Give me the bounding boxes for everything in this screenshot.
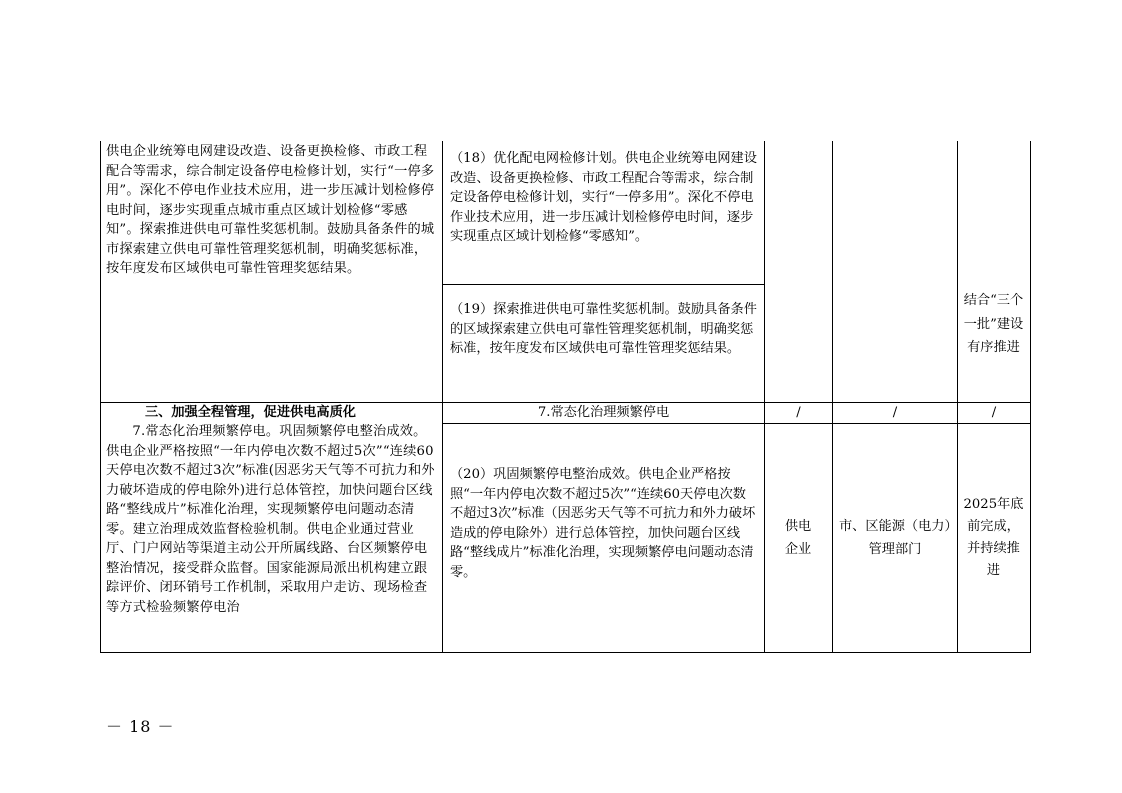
- responsible-unit-text: 供电企业: [784, 519, 812, 557]
- slash-col5: /: [991, 405, 997, 420]
- supervising-dept: [836, 424, 954, 652]
- deadline-bottom-text: 2025年底前完成，并持续推进: [963, 497, 1024, 578]
- slash-col3: /: [796, 405, 801, 420]
- table-divider-col4: [957, 141, 958, 653]
- left-text-top: 供电企业统筹电网建设改造、设备更换检修、市政工程配合等需求，综合制定设备停电检修计划，实行“一停多用”。深化不停电作业技术应用，进一步压减计划检修停电时间，逐步实现重点城市重点区域计划检修“零感知”。探索推进供电可靠性奖惩机制。鼓励具备条件的城市探索建立供电可靠性管理奖惩机制，明确奖惩标准，按年度发布区域供电可靠性管理奖惩结果。: [106, 144, 435, 276]
- table-border-right: [1030, 141, 1031, 653]
- deadline-bottom: [963, 424, 1024, 652]
- task7-title: 7.常态化治理频繁停电: [537, 405, 670, 420]
- deadline-top: 结合“三个一批”建设有序推进: [963, 293, 1024, 355]
- page-number: － 18 －: [106, 717, 175, 736]
- supervising-dept-text: 市、区能源（电力）管理部门: [838, 519, 952, 557]
- table-border-left: [100, 141, 101, 653]
- table-divider-col3: [832, 141, 833, 653]
- responsible-unit: [780, 424, 816, 652]
- section3-heading: 三、加强全程管理，促进供电高质化: [145, 405, 356, 420]
- item-20: （20）巩固频繁停电整治成效。供电企业严格按照“一年内停电次数不超过5次”“连续60天停电次数不超过3次”标准（因恶劣天气等不可抗力和外力破坏造成的停电除外）进行总体管控，加快问题台区线路“整线成片”标准化治理，实现频繁停电问题动态清零。: [450, 467, 756, 580]
- table-divider-col1: [442, 141, 443, 653]
- table-divider-col2: [764, 141, 765, 653]
- slash-col4: /: [892, 405, 898, 420]
- left-text-bottom: 7.常态化治理频繁停电。巩固频繁停电整治成效。供电企业严格按照“一年内停电次数不超过5次”“连续60天停电次数不超过3次”标准(因恶劣天气等不可抗力和外力破坏造成的停电除外)进行总体管控，加快问题台区线路“整线成片”标准化治理，实现频繁停电问题动态清零。建立治理成效监督检验机制。供电企业通过营业厅、门户网站等渠道主动公开所属线路、台区频繁停电整治情况，接受群众监督。国家能源局派出机构建立跟踪评价、闭环销号工作机制，采取用户走访、现场检查等方式检验频繁停电治: [106, 424, 435, 615]
- row-divider-18-19: [442, 284, 764, 285]
- item-19: （19）探索推进供电可靠性奖惩机制。鼓励具备条件的区域探索建立供电可靠性管理奖惩机制，明确奖惩标准，按年度发布区域供电可靠性管理奖惩结果。: [450, 302, 757, 356]
- item-18: （18）优化配电网检修计划。供电企业统筹电网建设改造、设备更换检修、市政工程配合等需求，综合制定设备停电检修计划，实行“一停多用”。深化不停电作业技术应用，进一步压减计划检修停电时间，逐步实现重点区域计划检修“零感知”。: [450, 151, 757, 244]
- table-border-bottom: [100, 652, 1031, 653]
